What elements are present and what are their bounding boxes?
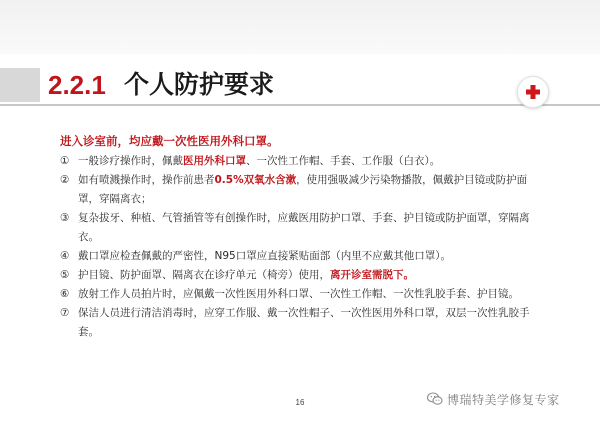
watermark bbox=[427, 389, 560, 409]
item-number: ① bbox=[60, 155, 70, 167]
title-accent-bar bbox=[0, 68, 40, 102]
content-heading: 进入诊室前，均应戴一次性医用外科口罩。 bbox=[60, 134, 279, 148]
section-number: 2.2.1 bbox=[48, 70, 106, 100]
item-number: ⑤ bbox=[60, 269, 70, 281]
item-text: 放射工作人员拍片时，应佩戴一次性医用外科口罩、一次性工作帽、一次性乳胶手套、护目镜。 bbox=[78, 288, 519, 300]
list-item bbox=[60, 285, 530, 304]
list-item bbox=[60, 152, 530, 171]
item-number: ③ bbox=[60, 212, 70, 224]
item-text: 如有喷溅操作时，操作前患者 bbox=[78, 174, 215, 186]
list-item bbox=[60, 266, 530, 285]
page-title: 个人防护要求 bbox=[124, 70, 275, 99]
item-highlight: 0.5%双氧水含漱 bbox=[214, 174, 297, 186]
title-row bbox=[0, 62, 600, 106]
list-item bbox=[60, 171, 530, 209]
item-highlight: 离开诊室需脱下。 bbox=[330, 269, 414, 281]
title-divider bbox=[0, 104, 600, 106]
item-number: ⑥ bbox=[60, 288, 70, 300]
item-highlight: 医用外科口罩 bbox=[183, 155, 246, 167]
item-number: ⑦ bbox=[60, 307, 70, 319]
wechat-icon bbox=[427, 392, 443, 406]
item-number: ② bbox=[60, 174, 70, 186]
item-number: ④ bbox=[60, 250, 70, 262]
list-item bbox=[60, 304, 530, 342]
watermark-text: 博瑞特美学修复专家 bbox=[447, 392, 560, 407]
item-text: ，使用强吸减少污染物播散，佩戴护目镜或防护面罩，穿隔离衣； bbox=[78, 174, 528, 205]
red-cross-icon bbox=[525, 84, 541, 100]
page-number: 16 bbox=[295, 398, 305, 407]
item-text: 保洁人员进行清洁消毒时，应穿工作服、戴一次性帽子、一次性医用外科口罩，双层一次性乳胶手套。 bbox=[78, 307, 530, 338]
item-text: 、一次性工作帽、手套、工作服（白衣）。 bbox=[246, 155, 441, 167]
red-cross-badge bbox=[517, 76, 549, 108]
item-text: 一般诊疗操作时，佩戴 bbox=[78, 155, 183, 167]
list-item bbox=[60, 209, 530, 247]
top-band bbox=[0, 0, 600, 54]
item-text: 戴口罩应检查佩戴的严密性，N95口罩应直接紧贴面部（内里不应戴其他口罩）。 bbox=[78, 250, 451, 262]
item-text: 护目镜、防护面罩、隔离衣在诊疗单元（椅旁）使用， bbox=[78, 269, 330, 281]
item-text: 复杂拔牙、种植、气管插管等有创操作时，应戴医用防护口罩、手套、护目镜或防护面罩，穿隔离衣。 bbox=[78, 212, 530, 243]
list-item bbox=[60, 247, 530, 266]
content-body bbox=[60, 131, 530, 342]
